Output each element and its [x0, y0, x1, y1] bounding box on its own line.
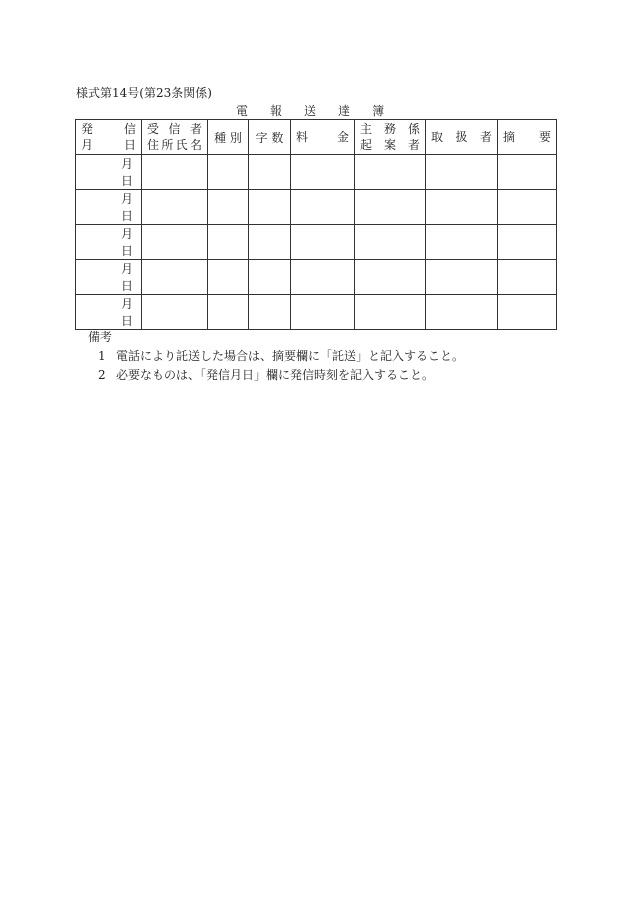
remarks-cell[interactable] — [498, 295, 557, 330]
header-char: 料 — [296, 130, 309, 144]
recipient-cell[interactable] — [142, 190, 208, 225]
type-cell[interactable] — [208, 190, 249, 225]
date-cell[interactable] — [76, 190, 142, 225]
header-char: 名 — [189, 138, 202, 152]
fee-cell[interactable] — [291, 190, 355, 225]
header-char: 者 — [189, 122, 202, 136]
note-item — [88, 366, 464, 385]
document-title — [236, 102, 406, 119]
table-row — [76, 155, 557, 190]
header-handler — [426, 120, 498, 155]
header-fee — [291, 120, 355, 155]
month-label: 月 — [120, 297, 133, 311]
day-label: 日 — [120, 174, 133, 188]
recipient-cell[interactable] — [142, 225, 208, 260]
header-char: 金 — [336, 130, 349, 144]
header-char: 起 — [360, 138, 373, 152]
title-char: 簿 — [372, 104, 385, 118]
table-row — [76, 260, 557, 295]
form-number: 様式第14号(第23条関係) — [76, 86, 212, 100]
header-char: 務 — [383, 122, 396, 136]
month-label: 月 — [120, 157, 133, 171]
fee-cell[interactable] — [291, 225, 355, 260]
title-char: 報 — [270, 104, 283, 118]
header-char: 信 — [168, 122, 181, 136]
recipient-cell[interactable] — [142, 295, 208, 330]
header-char: 日 — [123, 138, 136, 152]
fee-cell[interactable] — [291, 155, 355, 190]
header-char: 扱 — [455, 130, 468, 144]
note-text: 電話により託送した場合は、摘要欄に「託送」と記入すること。 — [116, 349, 465, 363]
remarks-cell[interactable] — [498, 155, 557, 190]
drafter-cell[interactable] — [355, 225, 426, 260]
day-label: 日 — [120, 209, 133, 223]
month-label: 月 — [120, 227, 133, 241]
remarks-cell[interactable] — [498, 225, 557, 260]
header-char: 受 — [147, 122, 160, 136]
notes-heading: 備考 — [88, 330, 113, 344]
fee-cell[interactable] — [291, 295, 355, 330]
drafter-cell[interactable] — [355, 295, 426, 330]
note-number: 2 — [98, 368, 106, 382]
recipient-cell[interactable] — [142, 155, 208, 190]
day-label: 日 — [120, 244, 133, 258]
fee-cell[interactable] — [291, 260, 355, 295]
header-row — [76, 120, 557, 155]
date-cell[interactable] — [76, 260, 142, 295]
type-cell[interactable] — [208, 295, 249, 330]
title-char: 電 — [236, 104, 249, 118]
drafter-cell[interactable] — [355, 155, 426, 190]
recipient-cell[interactable] — [142, 260, 208, 295]
drafter-cell[interactable] — [355, 190, 426, 225]
header-char: 住 — [147, 138, 160, 152]
char-count-cell[interactable] — [249, 260, 291, 295]
note-item — [88, 347, 464, 366]
table-row — [76, 295, 557, 330]
header-remarks — [498, 120, 557, 155]
type-cell[interactable] — [208, 225, 249, 260]
header-char: 発 — [81, 122, 94, 136]
type-cell[interactable] — [208, 260, 249, 295]
header-char: 摘 — [503, 130, 516, 144]
handler-cell[interactable] — [426, 190, 498, 225]
header-char: 係 — [407, 122, 420, 136]
day-label: 日 — [120, 279, 133, 293]
type-cell[interactable] — [208, 155, 249, 190]
telegram-register-table — [75, 119, 557, 330]
header-char: 主 — [360, 122, 373, 136]
header-char: 者 — [479, 130, 492, 144]
char-count-cell[interactable] — [249, 225, 291, 260]
char-count-cell[interactable] — [249, 190, 291, 225]
date-cell[interactable] — [76, 155, 142, 190]
header-char: 所 — [161, 138, 174, 152]
drafter-cell[interactable] — [355, 260, 426, 295]
table-row — [76, 190, 557, 225]
handler-cell[interactable] — [426, 155, 498, 190]
table-row — [76, 225, 557, 260]
header-char: 取 — [431, 130, 444, 144]
header-char: 氏 — [175, 138, 188, 152]
date-cell[interactable] — [76, 225, 142, 260]
title-char: 送 — [304, 104, 317, 118]
note-text: 必要なものは、「発信月日」欄に発信時刻を記入すること。 — [116, 368, 435, 382]
month-label: 月 — [120, 262, 133, 276]
header-hasshin-gappi — [76, 120, 142, 155]
header-type: 種 別 — [208, 120, 249, 155]
char-count-cell[interactable] — [249, 295, 291, 330]
remarks-cell[interactable] — [498, 260, 557, 295]
remarks-cell[interactable] — [498, 190, 557, 225]
handler-cell[interactable] — [426, 295, 498, 330]
header-char: 信 — [123, 122, 136, 136]
header-char: 月 — [81, 138, 94, 152]
header-char: 者 — [407, 138, 420, 152]
header-char: 案 — [383, 138, 396, 152]
date-cell[interactable] — [76, 295, 142, 330]
notes — [88, 328, 464, 385]
title-char: 達 — [338, 104, 351, 118]
header-recipient — [142, 120, 208, 155]
day-label: 日 — [120, 314, 133, 328]
header-char-count: 字 数 — [249, 120, 291, 155]
handler-cell[interactable] — [426, 260, 498, 295]
month-label: 月 — [120, 192, 133, 206]
handler-cell[interactable] — [426, 225, 498, 260]
note-number: 1 — [98, 349, 106, 363]
header-char: 要 — [538, 130, 551, 144]
header-drafter — [355, 120, 426, 155]
char-count-cell[interactable] — [249, 155, 291, 190]
